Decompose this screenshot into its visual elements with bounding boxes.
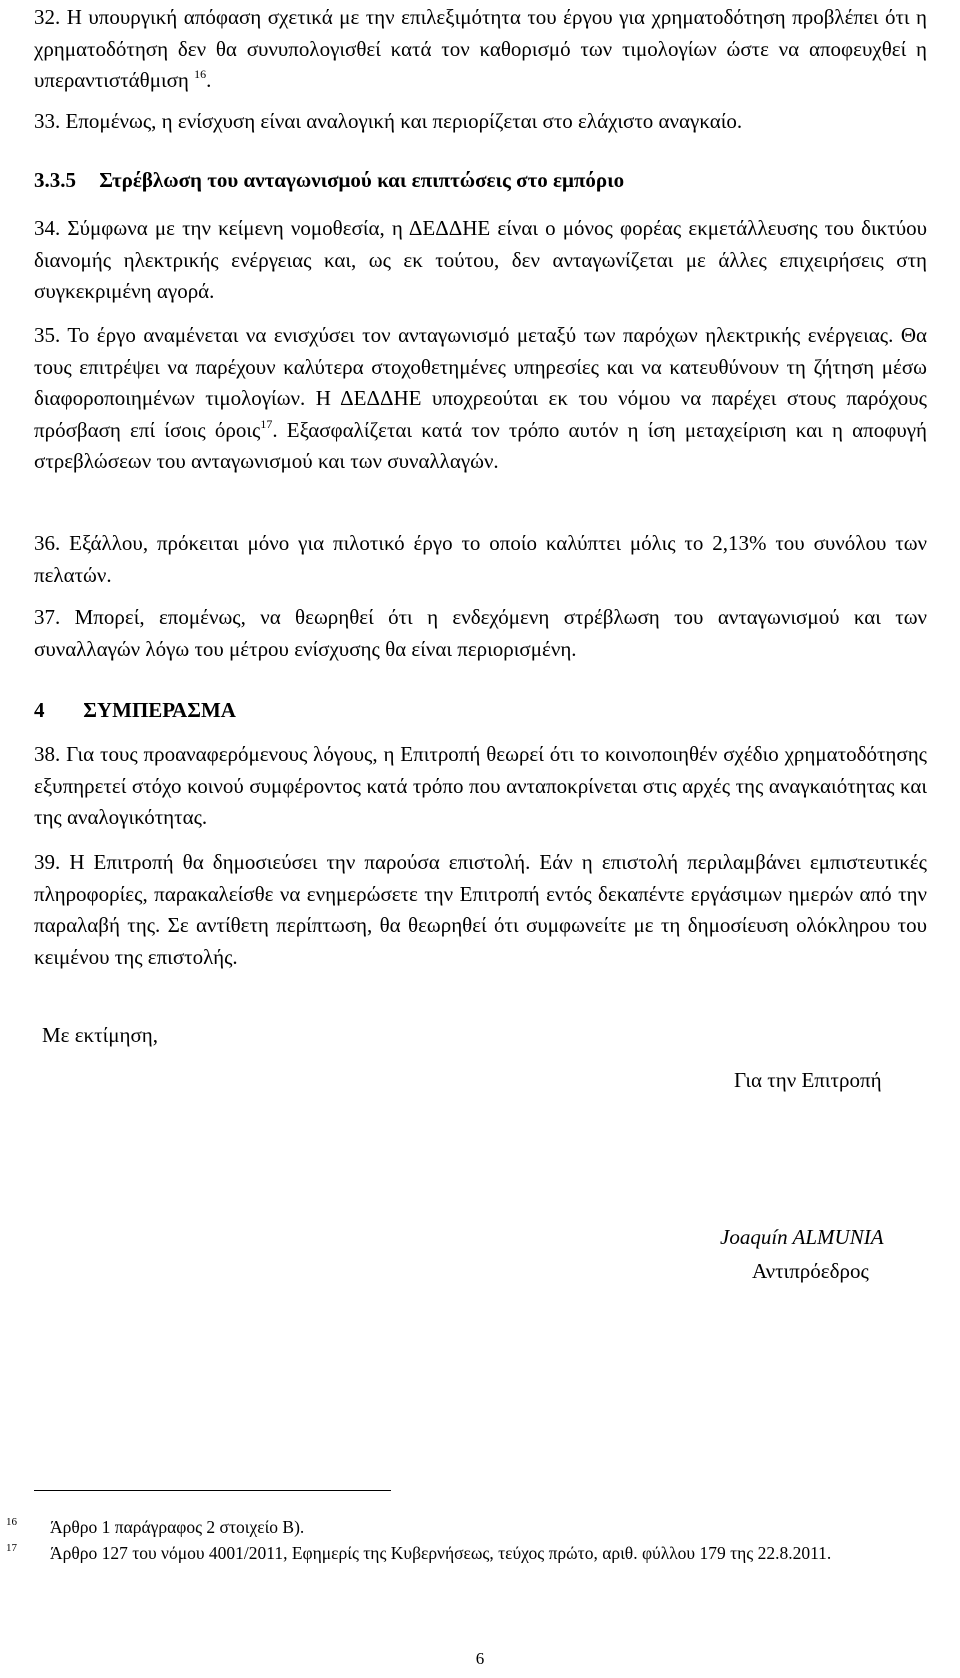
footnote-text: Άρθρο 1 παράγραφος 2 στοιχείο Β). <box>50 1517 305 1537</box>
section-number: 3.3.5 <box>34 168 76 192</box>
for-commission-line: Για την Επιτροπή <box>734 1068 882 1092</box>
section-title: Στρέβλωση του ανταγωνισμού και επιπτώσεις στο εμπόριο <box>99 168 625 192</box>
footnote-16 <box>6 1515 927 1540</box>
section-number: 4 <box>34 698 45 722</box>
paragraph-number: 36. <box>34 531 61 555</box>
paragraph-number: 34. <box>34 216 61 240</box>
salutation: Με εκτίμηση, <box>42 1023 159 1047</box>
section-title: ΣΥΜΠΕΡΑΣΜΑ <box>83 698 236 722</box>
paragraph-text: Επομένως, η ενίσχυση είναι αναλογική και περιορίζεται στο ελάχιστο αναγκαίο. <box>65 109 743 133</box>
paragraph-number: 35. <box>34 323 61 347</box>
footnote-reference: 16 <box>194 67 207 81</box>
paragraph-text: Εξάλλου, πρόκειται μόνο για πιλοτικό έργο το οποίο καλύπτει μόλις το 2,13% του συνόλου των πελατών. <box>34 531 928 587</box>
paragraph-number: 32. <box>34 5 61 29</box>
footnote-reference: 17 <box>260 416 273 431</box>
paragraph-35 <box>34 320 927 478</box>
paragraph-text: Μπορεί, επομένως, να θεωρηθεί ότι η ενδεχόμενη στρέβλωση του ανταγωνισμού και των συναλλαγών λόγω του μέτρου ενίσχυσης θα είναι περιορισμένη. <box>34 605 928 661</box>
paragraph-37 <box>34 602 927 665</box>
signatory-name: Joaquín ALMUNIA <box>720 1225 884 1249</box>
paragraph-38 <box>34 739 927 834</box>
footnote-text: Άρθρο 127 του νόμου 4001/2011, Εφημερίς της Κυβερνήσεως, τεύχος πρώτο, αριθ. φύλλου 179 της 22.8.2011. <box>50 1543 832 1563</box>
paragraph-number: 33. <box>34 109 61 133</box>
paragraph-text: Σύμφωνα με την κείμενη νομοθεσία, η ΔΕΔΔΗΕ είναι ο μόνος φορέας εκμετάλλευσης του δικτύου διανομής ηλεκτρικής ενέργειας και, ως εκ τούτου, δεν ανταγωνίζεται με άλλες επιχειρήσεις στη συγκεκριμένη αγορά. <box>34 216 927 303</box>
footnote-mark: 17 <box>6 1542 17 1554</box>
section-heading-4 <box>34 696 236 724</box>
footnote-17 <box>6 1541 927 1566</box>
footnote-separator <box>34 1490 391 1491</box>
paragraph-text: Το έργο αναμένεται να ενισχύσει τον ανταγωνισμό μεταξύ των παρόχων ηλεκτρικής ενέργειας. Θα τους επιτρέψει να παρέχουν καλύτερα στοχοθετημένες υπηρεσίες και να κατευθύνουν τη ζήτηση μέσω διαφοροποιημένων τιμολογίων. Η ΔΕΔΔΗΕ υποχρεούται εκ του νόμου να παρέχει στους παρόχους πρόσβαση επί ίσοις όροις <box>34 323 927 442</box>
paragraph-34 <box>34 213 927 308</box>
footnote-mark: 16 <box>6 1516 17 1528</box>
paragraph-number: 38. <box>34 742 61 766</box>
paragraph-text: Η υπουργική απόφαση σχετικά με την επιλεξιμότητα του έργου για χρηματοδότηση προβλέπει ότι η χρηματοδότηση δεν θα συνυπολογισθεί κατά τον καθορισμό των τιμολογίων ώστε να αποφευχθεί η υπεραντιστάθμιση <box>34 5 927 92</box>
paragraph-36 <box>34 528 927 591</box>
paragraph-text: Για τους προαναφερόμενους λόγους, η Επιτροπή θεωρεί ότι το κοινοποιηθέν σχέδιο χρηματοδότησης εξυπηρετεί στόχο κοινού συμφέροντος κατά τρόπο που ανταποκρίνεται στις αρχές της αναγκαιότητας και της αναλογικότητας. <box>34 742 927 829</box>
paragraph-tail: . <box>206 68 212 92</box>
paragraph-33 <box>34 106 927 138</box>
page-number: 6 <box>475 1649 485 1668</box>
paragraph-39 <box>34 847 927 973</box>
section-heading-3-3-5 <box>34 166 624 194</box>
paragraph-32 <box>34 2 927 97</box>
paragraph-number: 39. <box>34 850 61 874</box>
paragraph-text-continued: . Εξασφαλίζεται κατά τον τρόπο αυτόν η ίση μεταχείριση και η αποφυγή στρεβλώσεων του ανταγωνισμού και των συναλλαγών. <box>34 417 927 473</box>
paragraph-number: 37. <box>34 605 61 629</box>
paragraph-text: Η Επιτροπή θα δημοσιεύσει την παρούσα επιστολή. Εάν η επιστολή περιλαμβάνει εμπιστευτικές πληροφορίες, παρακαλείσθε να ενημερώσετε την Επιτροπή εντός δεκαπέντε εργάσιμων ημερών από την παραλαβή της. Σε αντίθετη περίπτωση, θα θεωρηθεί ότι συμφωνείτε με τη δημοσίευση ολόκληρου του κειμένου της επιστολής. <box>34 850 927 969</box>
signatory-title: Αντιπρόεδρος <box>752 1259 869 1283</box>
